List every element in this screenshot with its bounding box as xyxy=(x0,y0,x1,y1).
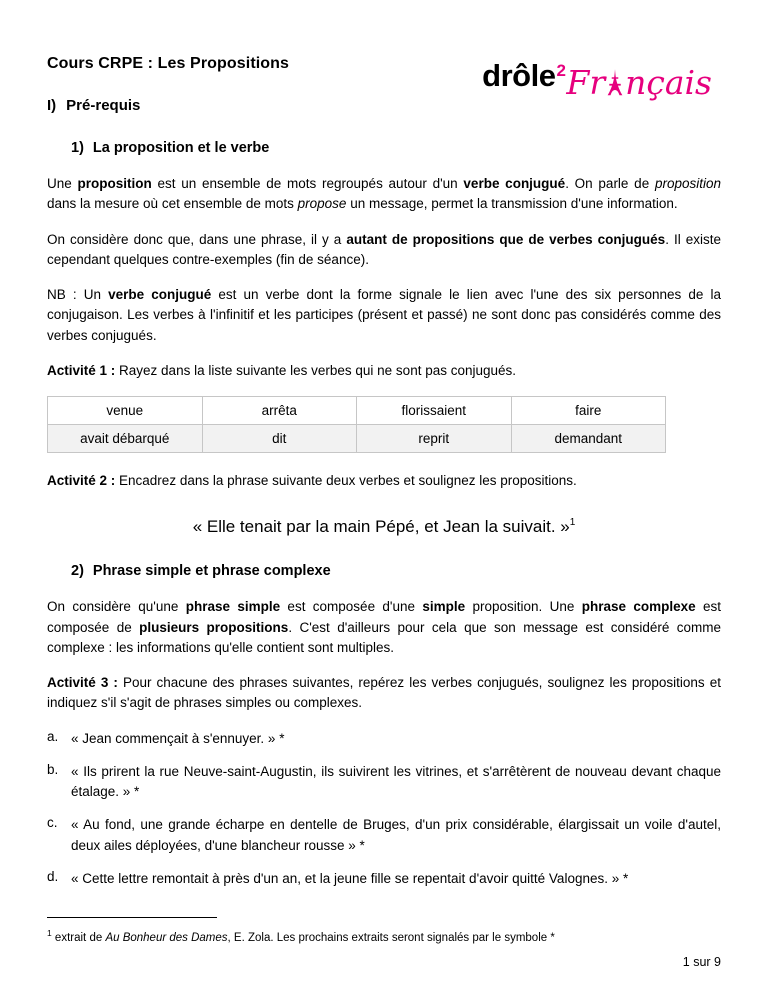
list-marker: a. xyxy=(47,728,59,744)
list-marker: d. xyxy=(47,868,59,884)
logo-francais-text xyxy=(566,62,712,102)
table-cell: demandant xyxy=(511,425,666,453)
phrase-item-d xyxy=(47,869,721,889)
subsection-number: 1) xyxy=(71,140,84,156)
table-cell: faire xyxy=(511,397,666,425)
list-item-text: « Au fond, une grande écharpe en dentelle de Bruges, d'un prix considérable, élargissait un voile d'autel, deux ailes déployées, d'une blancheur rousse » * xyxy=(71,817,721,853)
verbs-table xyxy=(47,396,666,453)
subsection-number: 2) xyxy=(71,563,84,580)
footnote-number: 1 xyxy=(47,928,52,938)
activity-1-instruction: Activité 1 : Rayez dans la liste suivante les verbes qui ne sont pas conjugués. xyxy=(47,362,517,378)
list-item-text: « Ils prirent la rue Neuve-saint-Augustin, ils suivirent les vitrines, et s'arrêtèrent de nouveau devant chaque étalage. » * xyxy=(71,763,721,799)
list-marker: c. xyxy=(47,815,58,831)
table-cell: venue xyxy=(48,397,203,425)
quote-text: « Elle tenait par la main Pépé, et Jean la suivait. » xyxy=(192,517,570,537)
table-cell: arrêta xyxy=(202,397,357,425)
page-title: Cours CRPE : Les Propositions xyxy=(47,55,290,72)
subsection-heading-2 xyxy=(71,563,721,579)
activity-2-instruction: Activité 2 : Encadrez dans la phrase suivante deux verbes et soulignez les propositions. xyxy=(47,473,577,488)
phrase-item-c xyxy=(47,815,721,856)
logo-francais-end: nçais xyxy=(625,63,712,102)
phrase-list xyxy=(47,729,721,890)
section-numeral: I) xyxy=(47,97,57,114)
paragraph-nb-verbe-conjugue: NB : Un verbe conjugué est un verbe dont la forme signale le lien avec l'une des six personnes de la conjugaison. Les verbes à l'infinitif et les participes (présent et passé) ne sont donc pas considérés comme des verbes conjugués. xyxy=(47,287,721,343)
eiffel-tower-icon xyxy=(606,67,624,99)
table-row xyxy=(48,397,666,425)
logo-francais-start: Fr xyxy=(566,63,606,102)
footnote-text: $^1$ extrait de Au Bonheur des Dames, E. Zola. Les prochains extraits seront signalés par le symbole * xyxy=(47,928,555,944)
table-cell: dit xyxy=(202,425,357,453)
subsection-heading-1 xyxy=(71,140,721,156)
drole2francais-logo xyxy=(482,58,712,102)
table-row xyxy=(48,425,666,453)
list-item-text: « Jean commençait à s'ennuyer. » * xyxy=(71,730,285,746)
section-label: Pré-requis xyxy=(66,97,141,114)
table-cell: florissaient xyxy=(357,397,512,425)
quote-line xyxy=(47,517,721,537)
footnote-separator xyxy=(47,917,217,918)
paragraph-propositions-count: On considère donc que, dans une phrase, il y a autant de propositions que de verbes conjugués. Il existe cependant quelques contre-exemples (fin de séance). xyxy=(47,231,721,267)
page-number: 1 sur 9 xyxy=(682,954,721,969)
subsection-label: La proposition et le verbe xyxy=(92,140,270,156)
logo-exponent: 2 xyxy=(556,61,566,80)
phrase-item-b xyxy=(47,762,721,803)
logo-drole-word: drôle xyxy=(482,58,556,93)
section-heading-prerequis xyxy=(47,97,721,114)
logo-drole-text xyxy=(482,60,564,91)
table-cell: avait débarqué xyxy=(48,425,203,453)
list-item-text: « Cette lettre remontait à près d'un an, et la jeune fille se repentait d'avoir quitté Valognes. » * xyxy=(71,870,629,886)
activity-3-instruction: Activité 3 : Pour chacune des phrases suivantes, repérez les verbes conjugués, soulignez les propositions et indiquez s'il s'agit de phrases simples ou complexes. xyxy=(47,675,721,711)
subsection-label: Phrase simple et phrase complexe xyxy=(92,563,331,580)
footnote-reference: 1 xyxy=(569,516,576,528)
table-cell: reprit xyxy=(357,425,512,453)
phrase-item-a xyxy=(47,729,721,749)
list-marker: b. xyxy=(47,761,59,777)
paragraph-proposition-definition: Une proposition est un ensemble de mots regroupés autour d'un verbe conjugué. On parle de proposition dans la mesure où cet ensemble de mots propose un message, permet la transmission d'une information. xyxy=(47,176,721,212)
paragraph-phrase-simple-complexe: On considère qu'une phrase simple est composée d'une simple proposition. Une phrase complexe est composée de plusieurs propositions. C'est d'ailleurs pour cela que son message est considéré comme complexe : les informations qu'elle contient sont multiples. xyxy=(47,599,722,655)
